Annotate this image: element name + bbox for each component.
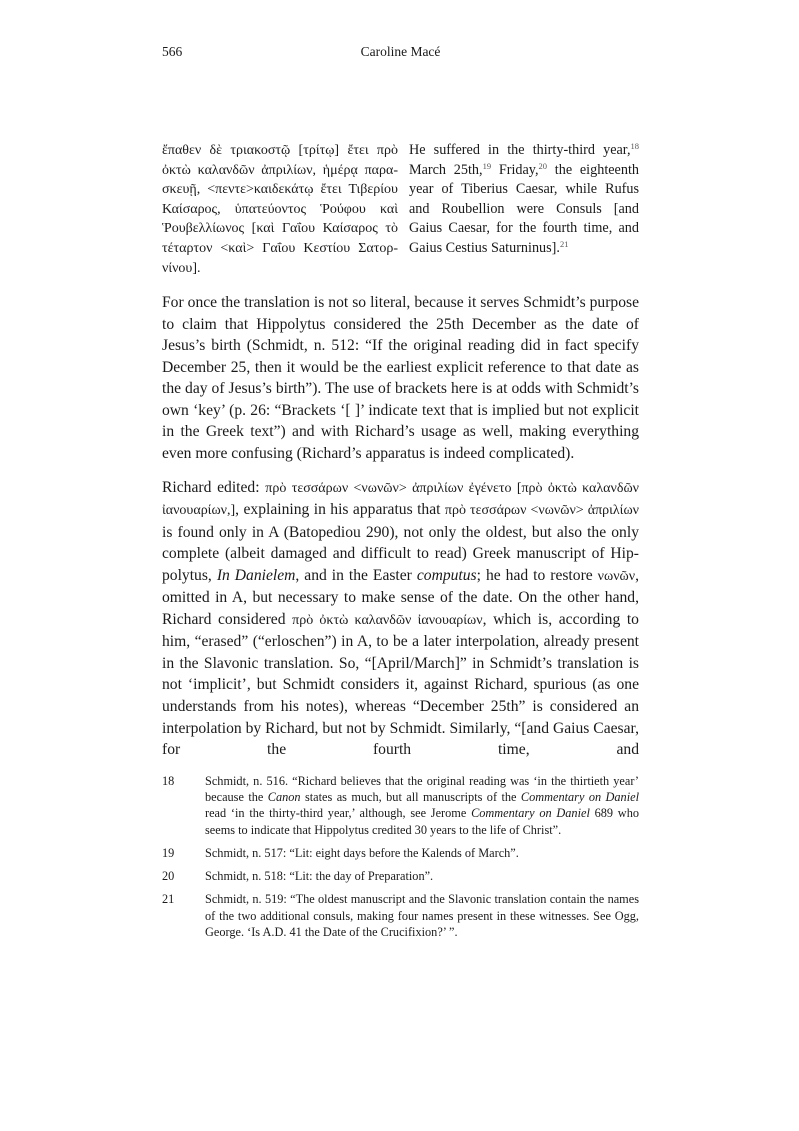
footnote <box>162 868 639 884</box>
text-run: Schmidt, n. 517: “Lit: eight days before the Kalends of March”. <box>205 845 519 860</box>
text-run: Schmidt, n. 516. “Richard believes that the original reading was ‘in the thirtieth year’ because the <box>205 773 639 804</box>
running-head-author: Caroline Macé <box>360 44 441 59</box>
text-run: For once the translation is not so literal, because it serves Schmidt’s purpose to claim that Hippolytus considered the 25th December as the date of Jesus’s birth (Schmidt, n. 512: “If the original reading did in fact specify December 25, then it would be the earliest explicit reference to that date as the day of Jesus’s birth”). The use of brackets here is at odds with Schmidt’s own ‘key’ (p. 26: “Brackets ‘[ ]’ indicate text that is implied but not explicit in the Greek text”) and with Richard’s usage as well, making everything even more confusing (Richard’s apparatus is indeed complicated). <box>162 294 639 462</box>
body-text <box>162 292 639 760</box>
text-run: read ‘in the thirty-third year,’ although, see Jerome <box>205 806 472 821</box>
greek-text: ἔπαθεν δὲ τριακοστῷ [τρίτῳ] ἔτει πρὸ ὀκτὼ καλανδῶν ἀπριλίων, ἡμέρᾳ παρασκευῇ, <πεντε>καιδεκάτῳ ἔτει Τιβερίου Καίσαρος, ὑπατεύοντος Ῥούφου καὶ Ῥουβελλίωνος [καὶ Γαΐου Καίσαρος τὸ τέταρτον <καὶ> Γαΐου Κεστίου Σατορνίνου]. <box>162 143 398 276</box>
running-head <box>162 44 639 64</box>
text-run: Schmidt, n. 518: “Lit: the day of Preparation”. <box>205 869 434 884</box>
italic-title: Commentary on Daniel <box>471 806 590 821</box>
footnote-text <box>205 891 639 940</box>
footnote-ref: 21 <box>559 238 569 249</box>
footnote-ref: 19 <box>482 160 492 171</box>
footnote-text <box>205 868 639 884</box>
footnote-text <box>205 845 639 861</box>
italic-title: Canon <box>267 789 301 804</box>
greek-quote: νωνῶν <box>597 568 636 584</box>
footnote <box>162 845 639 861</box>
footnote-ref: 18 <box>630 141 639 151</box>
paragraph <box>162 292 639 464</box>
text-run: , omitted in A, but necessary to make sense of the date. On the other hand, Richard considered <box>162 566 639 628</box>
text-run: , and in the Easter <box>295 566 417 584</box>
text-run: states as much, but all manuscripts of the <box>300 789 521 804</box>
greek-quote: πρὸ τεσσάρων <νωνῶν> ἀπριλίων ἐγένετο [πρὸ ὀκτὼ καλανδῶν ἰανουαρίων,] <box>162 480 639 519</box>
text-run: , which is, according to him, “erased” (“erloschen”) in A, to be a later interpolation, already present in the Slavonic translation. So, “[April/March]” in Schmidt’s translation is not ‘implicit’, but Schmidt considers it, against Richard, spurious (as one understands from his notes), whereas “December 25th” is considered an interpolation by Richard, but not by Schmidt. Similarly, “[and Gaius Caesar, for the fourth time, and <box>162 610 639 759</box>
footnote <box>162 891 639 940</box>
italic-title: In Danielem <box>216 566 296 584</box>
greek-quote: πρὸ τεσσάρων <νωνῶν> ἀπριλίων <box>444 503 639 519</box>
page-number: 566 <box>162 44 183 59</box>
footnote-number: 19 <box>162 845 175 860</box>
italic-title: Commentary on Daniel <box>520 789 639 804</box>
text-run: Richard edited: <box>162 478 266 496</box>
text-run: He suffered in the thirty-third year, <box>409 142 631 158</box>
paragraph <box>162 477 639 761</box>
text-run: is found only in A (Batopediou 290), not only the oldest, but also the only complete (albeit damaged and difficult to read) Greek manuscript of Hippolytus, <box>162 523 639 584</box>
footnote-number: 20 <box>162 869 175 884</box>
footnote-number: 21 <box>162 892 175 907</box>
footnote-text <box>205 773 639 838</box>
english-translation <box>409 141 639 259</box>
footnotes <box>162 773 639 941</box>
text-run: Schmidt, n. 519: “The oldest manuscript and the Slavonic translation contain the names of the two additional consuls, making four names present in these witnesses. See Ogg, George. ‘Is A.D. 41 the Date of the Crucifixion?’ ”. <box>205 892 639 940</box>
text-run: 689 who seems to indicate that Hippolytus credited 30 years to the life of Christ”. <box>205 806 639 837</box>
parallel-text-block <box>162 141 639 278</box>
text-run: ; he had to restore <box>476 566 598 584</box>
greek-quote: πρὸ ὀκτὼ καλανδῶν ἰανουαρίων <box>292 612 483 628</box>
footnote-ref: 20 <box>538 160 548 171</box>
text-run: , explaining in his apparatus that <box>235 501 445 519</box>
footnote-number: 18 <box>162 773 175 788</box>
text-run: Friday, <box>491 161 539 178</box>
italic-title: computus <box>416 566 477 584</box>
text-run: March 25th, <box>409 161 483 178</box>
text-run: the eighteenth year of Tiberius Caesar, while Rufus and Roubellion were Consuls [and Gaius Caesar, for the fourth time, and Gaius Cestius Saturninus]. <box>409 161 639 256</box>
footnote <box>162 773 639 838</box>
